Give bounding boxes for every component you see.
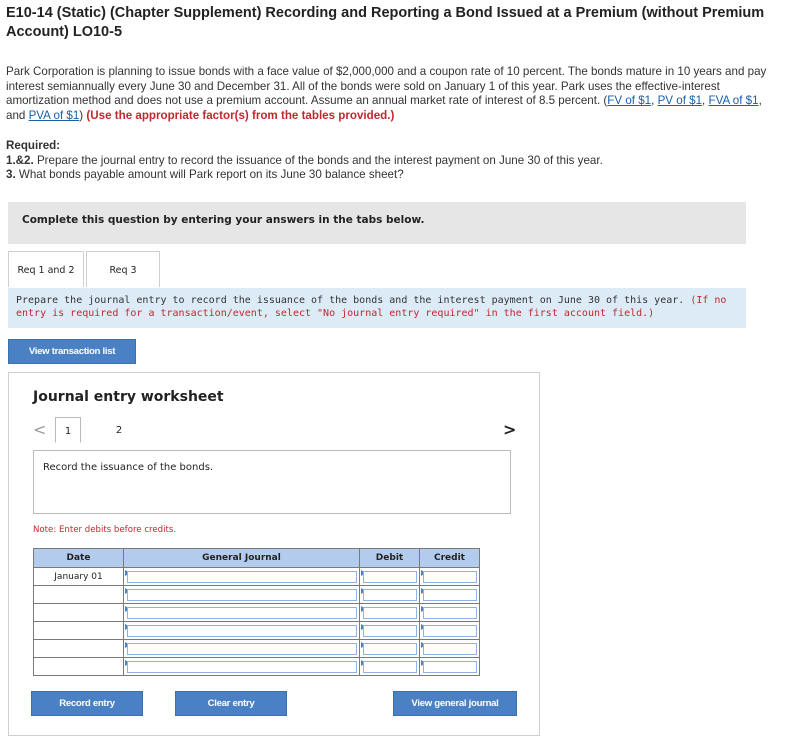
debit-credit-note: Note: Enter debits before credits. bbox=[33, 525, 177, 535]
link-pva-of-1[interactable]: PVA of $1 bbox=[28, 108, 80, 122]
required-item-1: 1.&2. Prepare the journal entry to record the issuance of the bonds and the interest payment on June 30 of this year. bbox=[6, 153, 603, 167]
table-row bbox=[34, 640, 480, 658]
debit-field[interactable] bbox=[360, 622, 420, 640]
view-transaction-list-button[interactable]: View transaction list bbox=[8, 339, 136, 364]
record-entry-button[interactable]: Record entry bbox=[31, 691, 143, 716]
debit-field[interactable] bbox=[360, 658, 420, 676]
problem-statement: Park Corporation is planning to issue bonds with a face value of $2,000,000 and a coupon rate of 10 percent. The bonds mature in 10 years and pay interest semiannually every June 30 and December 31. All of the bonds were sold on January 1 of this year. Park uses the effective-interest amortization method and does not use a premium account. Assume an annual market rate of interest of 8.5 percent. (FV of $1, PV of $1, FVA of $1, and PVA of $1) (Use the appropriate factor(s) from the tables provided.) bbox=[6, 65, 767, 122]
debit-field[interactable] bbox=[360, 640, 420, 658]
next-arrow-icon[interactable]: > bbox=[503, 420, 517, 439]
required-heading: Required: bbox=[6, 139, 61, 152]
worksheet-title: Journal entry worksheet bbox=[33, 389, 224, 405]
worksheet-page-2[interactable]: 2 bbox=[115, 425, 123, 436]
journal-table bbox=[33, 548, 480, 676]
tab-req-1-and-2[interactable]: Req 1 and 2 bbox=[8, 251, 84, 287]
account-field[interactable] bbox=[124, 622, 360, 640]
table-row bbox=[34, 586, 480, 604]
account-field[interactable] bbox=[124, 568, 360, 586]
instruction-note: (If no entry is required for a transaction/event, select "No journal entry required" in the first account field.) bbox=[16, 295, 727, 319]
account-field[interactable] bbox=[124, 604, 360, 622]
table-row bbox=[34, 658, 480, 676]
complete-instruction-bar: Complete this question by entering your answers in the tabs below. bbox=[8, 202, 746, 244]
date-cell bbox=[34, 640, 124, 658]
worksheet-page-1[interactable]: 1 bbox=[55, 417, 81, 443]
table-row bbox=[34, 622, 480, 640]
debit-field[interactable] bbox=[360, 586, 420, 604]
date-cell bbox=[34, 604, 124, 622]
column-header-general-journal: General Journal bbox=[124, 549, 360, 568]
entry-description: Record the issuance of the bonds. bbox=[33, 450, 511, 514]
view-general-journal-button[interactable]: View general journal bbox=[393, 691, 517, 716]
date-cell: January 01 bbox=[34, 568, 124, 586]
account-field[interactable] bbox=[124, 640, 360, 658]
column-header-date: Date bbox=[34, 549, 124, 568]
credit-field[interactable] bbox=[420, 640, 480, 658]
prev-arrow-icon[interactable]: < bbox=[33, 420, 47, 439]
column-header-credit: Credit bbox=[420, 549, 480, 568]
credit-field[interactable] bbox=[420, 568, 480, 586]
credit-field[interactable] bbox=[420, 658, 480, 676]
table-row bbox=[34, 568, 480, 586]
debit-field[interactable] bbox=[360, 568, 420, 586]
credit-field[interactable] bbox=[420, 604, 480, 622]
clear-entry-button[interactable]: Clear entry bbox=[175, 691, 287, 716]
credit-field[interactable] bbox=[420, 586, 480, 604]
required-section bbox=[6, 139, 776, 183]
tab-instruction: Prepare the journal entry to record the issuance of the bonds and the interest payment on June 30 of this year. (If no entry is required for a transaction/event, select "No journal entry required" in the first account field.) bbox=[8, 288, 746, 328]
link-fv-of-1[interactable]: FV of $1 bbox=[607, 94, 652, 107]
credit-field[interactable] bbox=[420, 622, 480, 640]
link-pv-of-1[interactable]: PV of $1 bbox=[657, 94, 703, 107]
date-cell bbox=[34, 658, 124, 676]
account-field[interactable] bbox=[124, 658, 360, 676]
problem-title: E10-14 (Static) (Chapter Supplement) Recording and Reporting a Bond Issued at a Premium (without Premium Account) LO10-5 bbox=[6, 5, 765, 40]
tab-req-3[interactable]: Req 3 bbox=[86, 251, 160, 287]
debit-field[interactable] bbox=[360, 604, 420, 622]
date-cell bbox=[34, 586, 124, 604]
required-item-3: 3. What bonds payable amount will Park report on its June 30 balance sheet? bbox=[6, 168, 404, 181]
problem-text: Park Corporation is planning to issue bonds with a face value of $2,000,000 and a coupon rate of 10 percent. The bonds mature in 10 years and pay interest semiannually every June 30 and December 31. All of the bonds were sold on January 1 of this year. Park uses the effective-interest amortization method and does not use a premium account. Assume an annual market rate of interest of 8.5 percent. ( bbox=[6, 65, 767, 107]
date-cell bbox=[34, 622, 124, 640]
column-header-debit: Debit bbox=[360, 549, 420, 568]
link-fva-of-1[interactable]: FVA of $1 bbox=[708, 94, 759, 107]
problem-emphasis: (Use the appropriate factor(s) from the tables provided.) bbox=[86, 108, 395, 122]
journal-entry-worksheet bbox=[8, 372, 540, 736]
account-field[interactable] bbox=[124, 586, 360, 604]
table-row bbox=[34, 604, 480, 622]
